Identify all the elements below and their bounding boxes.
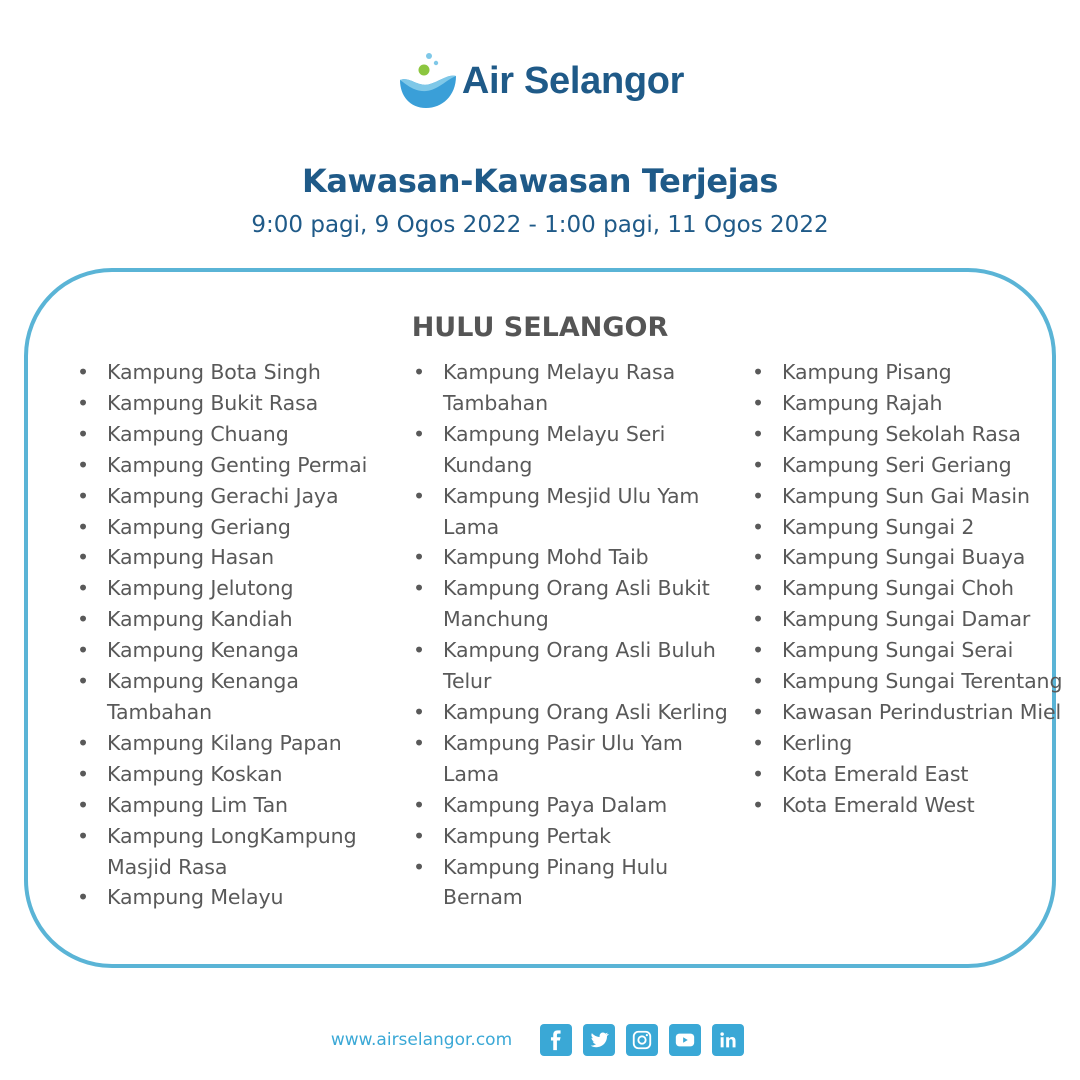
- area-list-item: • Kampung Sungai 2: [752, 512, 1072, 543]
- area-list-item: • Kota Emerald East: [752, 759, 1072, 790]
- region-title: HULU SELANGOR: [411, 312, 669, 343]
- area-list-item: • Kampung Geriang: [77, 512, 397, 543]
- area-list-item: • Kampung Sungai Damar: [752, 604, 1072, 635]
- area-list-column-1: [77, 357, 397, 913]
- area-list-item: • Kampung Melayu: [77, 882, 397, 913]
- footer: [0, 1024, 1080, 1056]
- area-list-item: • Kampung Paya Dalam: [413, 790, 733, 821]
- area-list-item: • Kampung Gerachi Jaya: [77, 481, 397, 512]
- area-list-item: • Kota Emerald West: [752, 790, 1072, 821]
- area-list-item: • Kampung Kenanga Tambahan: [77, 666, 397, 728]
- area-list-item: • Kampung Kandiah: [77, 604, 397, 635]
- area-list-item: • Kampung Pertak: [413, 821, 733, 852]
- area-list-item: • Kampung Mesjid Ulu Yam Lama: [413, 481, 733, 543]
- area-list-column-2: [413, 357, 733, 913]
- area-list-item: • Kampung Sungai Serai: [752, 635, 1072, 666]
- area-list-item: • Kampung Sungai Choh: [752, 573, 1072, 604]
- area-list-item: • Kampung Orang Asli Kerling: [413, 697, 733, 728]
- website-link[interactable]: www.airselangor.com: [330, 1030, 513, 1050]
- area-list-item: • Kerling: [752, 728, 1072, 759]
- linkedin-icon[interactable]: [712, 1024, 744, 1056]
- area-list-item: • Kampung Jelutong: [77, 573, 397, 604]
- area-list-item: • Kampung Lim Tan: [77, 790, 397, 821]
- brand-logo: [0, 50, 1080, 112]
- area-list-item: • Kawasan Perindustrian Miel: [752, 697, 1072, 728]
- area-list-item: • Kampung Kilang Papan: [77, 728, 397, 759]
- area-list-item: • Kampung Sungai Buaya: [752, 542, 1072, 573]
- area-list-item: • Kampung Sungai Terentang: [752, 666, 1072, 697]
- area-list-item: • Kampung Rajah: [752, 388, 1072, 419]
- area-list-item: • Kampung Seri Geriang: [752, 450, 1072, 481]
- area-list-item: • Kampung Kenanga: [77, 635, 397, 666]
- area-list-item: • Kampung Koskan: [77, 759, 397, 790]
- area-list-item: • Kampung Pisang: [752, 357, 1072, 388]
- area-list-item: • Kampung Sun Gai Masin: [752, 481, 1072, 512]
- youtube-icon[interactable]: [669, 1024, 701, 1056]
- area-list-item: • Kampung Melayu Rasa Tambahan: [413, 357, 733, 419]
- area-list-item: • Kampung Hasan: [77, 542, 397, 573]
- area-list-item: • Kampung Pinang Hulu Bernam: [413, 852, 733, 914]
- page-title: Kawasan-Kawasan Terjejas: [301, 162, 779, 200]
- area-list-item: • Kampung LongKampung Masjid Rasa: [77, 821, 397, 883]
- instagram-icon[interactable]: [626, 1024, 658, 1056]
- area-list-item: • Kampung Orang Asli Bukit Manchung: [413, 573, 733, 635]
- area-list-column-3: [752, 357, 1072, 821]
- area-list-item: • Kampung Chuang: [77, 419, 397, 450]
- brand-name: Air Selangor: [461, 59, 685, 102]
- area-list-item: • Kampung Melayu Seri Kundang: [413, 419, 733, 481]
- area-list-item: • Kampung Genting Permai: [77, 450, 397, 481]
- area-list-item: • Kampung Bota Singh: [77, 357, 397, 388]
- area-list-item: • Kampung Pasir Ulu Yam Lama: [413, 728, 733, 790]
- area-list-item: • Kampung Orang Asli Buluh Telur: [413, 635, 733, 697]
- area-list-item: • Kampung Mohd Taib: [413, 542, 733, 573]
- disruption-period: 9:00 pagi, 9 Ogos 2022 - 1:00 pagi, 11 Ogos 2022: [251, 212, 829, 238]
- water-drop-logo-icon: [396, 50, 458, 112]
- area-list-item: • Kampung Sekolah Rasa: [752, 419, 1072, 450]
- area-list-item: • Kampung Bukit Rasa: [77, 388, 397, 419]
- twitter-icon[interactable]: [583, 1024, 615, 1056]
- facebook-icon[interactable]: [540, 1024, 572, 1056]
